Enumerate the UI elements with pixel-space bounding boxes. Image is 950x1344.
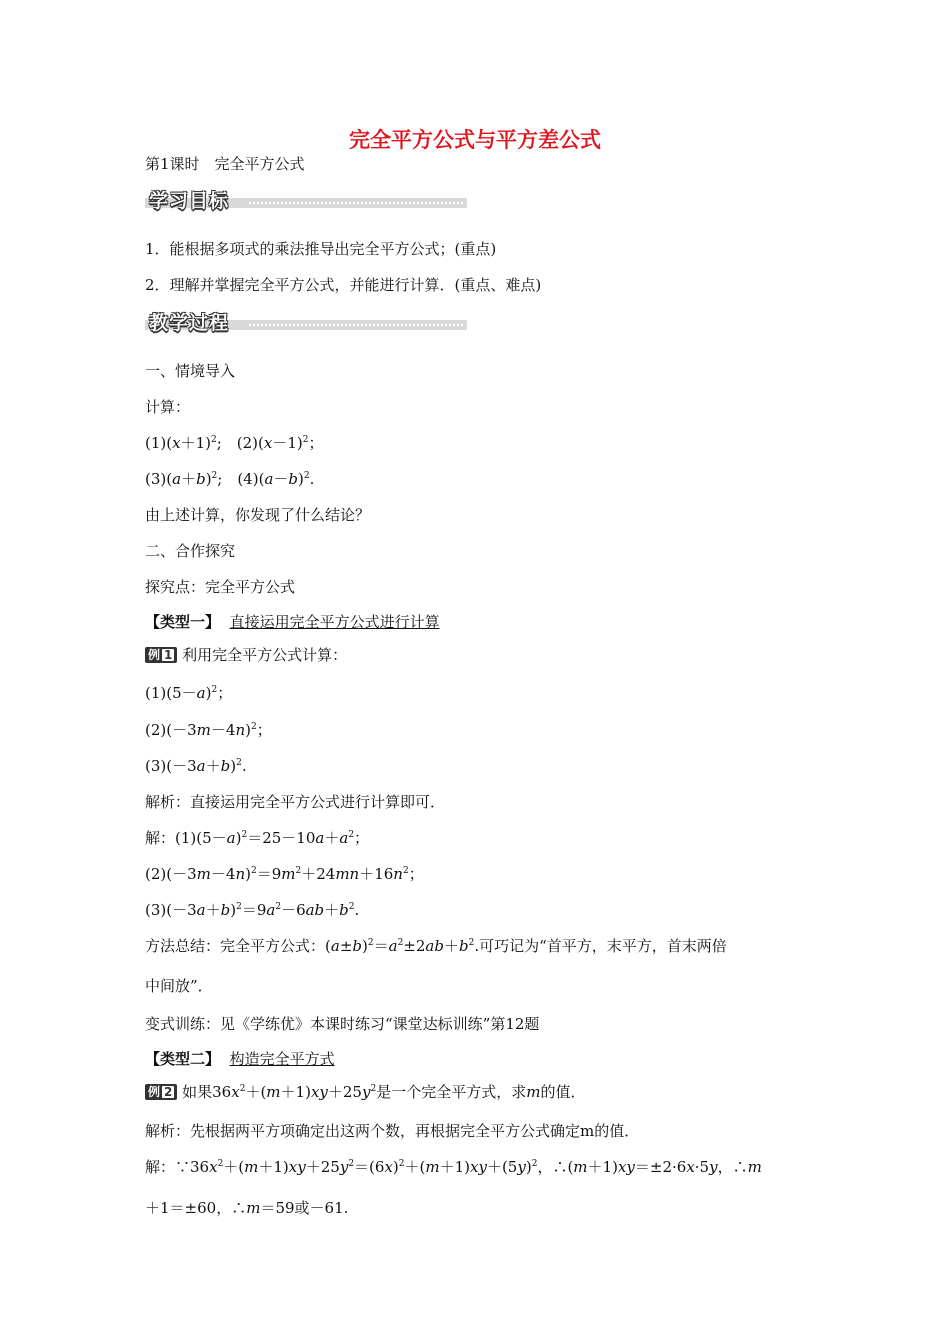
document-title: 完全平方公式与平方差公式 [349, 128, 601, 152]
solution-line: $(2)(-3m-4n)^2=9m^2+24mn+16n^2$； [145, 865, 424, 883]
coop-heading: 二、合作探究 [145, 542, 236, 560]
section-label: 教学过程 [149, 312, 230, 334]
type-tag: 【类型二】 [145, 1050, 221, 1068]
section-dots [249, 324, 463, 326]
type-tag: 【类型一】 [145, 613, 221, 631]
solution-line: ＋1＝±60，∴m＝59或－61. [145, 1199, 349, 1217]
type-title: 构造完全平方式 [229, 1050, 335, 1068]
example-badge: 例 1 [145, 647, 177, 663]
type1-heading [145, 611, 440, 632]
formula-line: $(1)(x+1)^2$; $(2)(x-1)^2$； [145, 434, 324, 452]
type-title: 直接运用完全平方公式进行计算 [229, 613, 440, 631]
formula-line: $(2)(-3m-4n)^2$； [145, 721, 272, 739]
analysis-1: 解析：直接运用完全平方公式进行计算即可． [145, 793, 446, 811]
goal-2: 2．理解并掌握完全平方公式，并能进行计算．(重点、难点) [145, 276, 542, 294]
formula-line: $(3)(a+b)^2$; $(4)(a-b)^2$. [145, 470, 315, 488]
section-header-goals [145, 186, 467, 212]
example-badge: 例 2 [145, 1084, 177, 1100]
example-2: 例 2 如果$36x^2+(m+1)xy+25y^2$是一个完全平方式，求m的值． [145, 1081, 585, 1102]
calc-prompt: 计算： [145, 398, 191, 416]
section-label: 学习目标 [149, 190, 230, 212]
formula-line: $(1)(5-a)^2$； [145, 684, 233, 702]
analysis-2: 解析：先根据两平方项确定出这两个数，再根据完全平方公式确定m的值． [145, 1122, 640, 1140]
goal-1: 1．能根据多项式的乘法推导出完全平方公式；(重点) [145, 240, 497, 258]
explore-point: 探究点：完全平方公式 [145, 578, 296, 596]
intro-heading: 一、情境导入 [145, 362, 236, 380]
method-summary: 方法总结：完全平方公式：$(a\pm b)^2=a^2\pm 2ab+b^2$.可巧记为“首平方，末平方，首末两倍 [145, 937, 727, 955]
solution-line: $(3)(-3a+b)^2=9a^2-6ab+b^2$. [145, 901, 360, 919]
section-dots [249, 202, 463, 204]
type2-heading [145, 1048, 335, 1069]
solution-line: 解：$\because 36x^2+(m+1)xy+25y^2=(6x)^2+(m+1)xy+(5y)^2$，∴(m＋1)xy＝±2·6x·5y，∴m [145, 1158, 762, 1176]
section-header-process [145, 308, 467, 334]
solution-line: 解：$(1)(5-a)^2=25-10a+a^2$； [145, 829, 370, 847]
formula-line: $(3)(-3a+b)^2$. [145, 757, 247, 775]
example-1 [145, 644, 347, 665]
method-summary-cont: 中间放”． [145, 977, 213, 995]
example-text: 利用完全平方公式计算： [182, 646, 348, 664]
variant-training: 变式训练：见《学练优》本课时练习“课堂达标训练”第12题 [145, 1015, 540, 1033]
question: 由上述计算，你发现了什么结论？ [145, 506, 371, 524]
lesson-subtitle: 第1课时 完全平方公式 [145, 155, 305, 173]
